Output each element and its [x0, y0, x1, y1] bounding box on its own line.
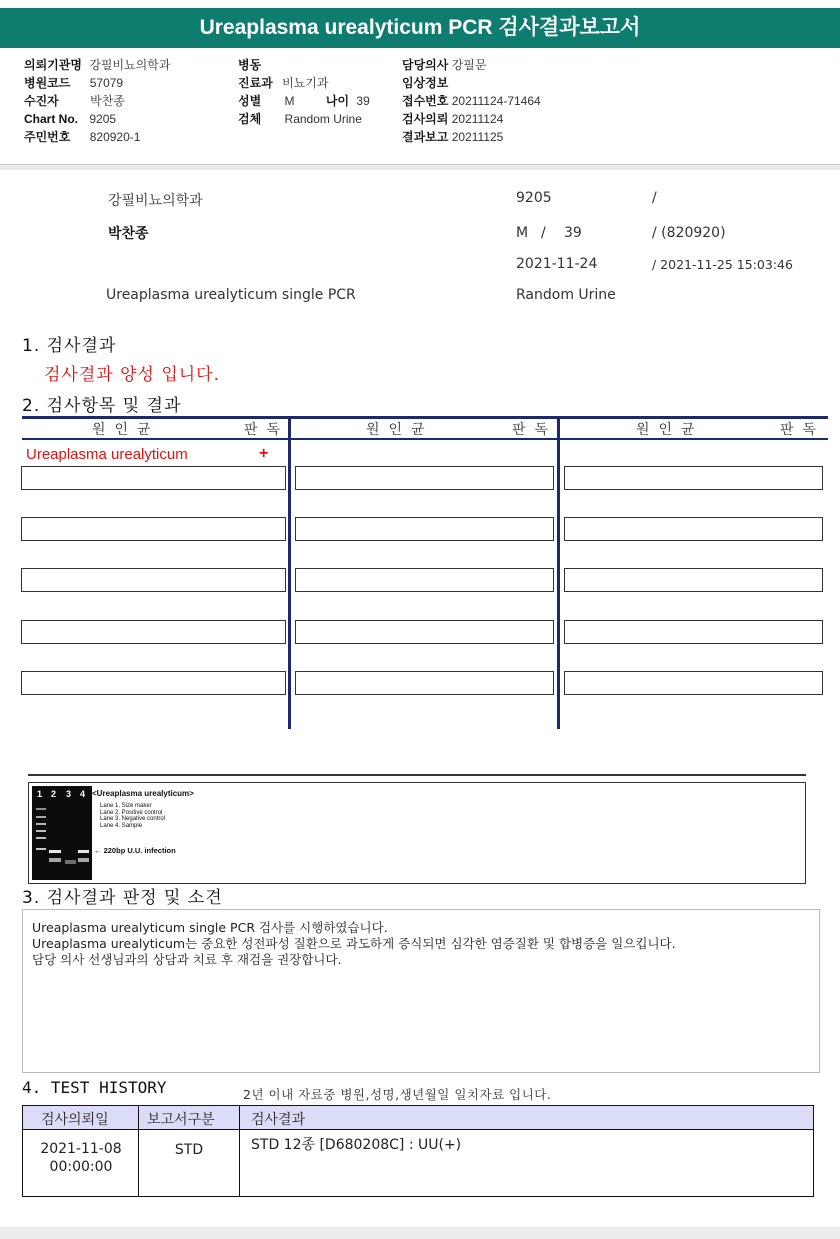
- header-field-ward: 병동: [238, 58, 262, 72]
- header-field-sex: 성별 M 나이 39: [238, 94, 370, 108]
- organism-name: Ureaplasma urealyticum: [26, 446, 188, 463]
- gel-legend-item: Lane 3. Negative control: [100, 816, 166, 822]
- section-4-title: 4. TEST HISTORY: [22, 1078, 167, 1097]
- col-header-organism-3: 원인균: [636, 422, 704, 438]
- info-chart-no: 9205: [516, 190, 552, 206]
- result-box: [295, 466, 554, 490]
- section-3-title: 3. 검사결과 판정 및 소견: [22, 888, 223, 908]
- result-box: [21, 568, 286, 592]
- history-row-date: 2021-11-08: [40, 1141, 122, 1157]
- header-field-doctor: 담당의사 강필문: [402, 58, 487, 72]
- history-header-result: 검사결과: [251, 1112, 306, 1128]
- header-field-department: 진료과 비뇨기과: [238, 76, 329, 90]
- history-row-result: STD 12종 [D680208C] : UU(+): [251, 1137, 462, 1153]
- result-box: [21, 517, 286, 541]
- col-header-judge-3: 판독: [780, 422, 826, 438]
- result-box: [564, 568, 823, 592]
- lane-number: 4: [80, 789, 86, 799]
- gel-electrophoresis-image: [32, 786, 92, 880]
- lane-number: 2: [51, 789, 57, 799]
- info-sex: M: [516, 225, 529, 241]
- gel-legend-item: Lane 2. Positive control: [100, 809, 163, 816]
- col-header-organism-2: 원인균: [366, 422, 434, 438]
- gel-title: <Ureaplasma urealyticum>: [92, 789, 194, 798]
- gel-separator-line: [28, 774, 806, 776]
- gel-band: [36, 816, 46, 818]
- report-title: Ureaplasma urealyticum PCR 검사결과보고서: [0, 8, 840, 48]
- info-rrn-short: / (820920): [652, 225, 726, 241]
- gel-band: [65, 860, 76, 864]
- gel-legend-item: Lane 1. Size maker: [100, 803, 152, 809]
- result-table-divider-1: [288, 418, 291, 729]
- history-table: [22, 1105, 814, 1197]
- info-patient-name: 박찬종: [108, 226, 149, 242]
- col-header-organism-1: 원인균: [92, 422, 160, 438]
- col-header-judge-2: 판독: [512, 422, 558, 438]
- gel-band: [36, 823, 46, 825]
- info-request-date: 2021-11-24: [516, 256, 598, 272]
- info-sex-age-separator: /: [541, 225, 546, 241]
- gel-band-label-text: 220bp U.U. infection: [103, 846, 176, 855]
- result-box: [564, 671, 823, 695]
- header-field-rrn: 주민번호 820920-1: [24, 130, 141, 144]
- result-summary: 검사결과 양성 입니다.: [44, 365, 221, 385]
- header-field-accession-no: 접수번호 20211124-71464: [402, 94, 541, 108]
- header-field-chart-no: Chart No. 9205: [24, 112, 117, 126]
- info-specimen: Random Urine: [516, 287, 616, 303]
- gel-band: [78, 858, 89, 862]
- opinion-line: Ureaplasma urealyticum는 중요한 성전파성 질환으로 과도하게 증식되면 심각한 염증질환 및 합병증을 일으킵니다.: [32, 936, 676, 951]
- header-separator: [0, 164, 840, 170]
- gel-band: [36, 837, 46, 839]
- gel-legend-item: Lane 4. Sample: [100, 822, 143, 829]
- info-age: 39: [564, 225, 582, 241]
- col-header-judge-1: 판독: [244, 422, 290, 438]
- header-field-request-date: 검사의뢰 20211124: [402, 112, 504, 126]
- result-box: [295, 671, 554, 695]
- header-field-specimen: 검체 Random Urine: [238, 112, 362, 126]
- gel-band: [49, 850, 61, 853]
- gel-band: [36, 848, 46, 850]
- history-header-date: 검사의뢰일: [41, 1112, 109, 1128]
- header-field-report-date: 결과보고 20211125: [402, 130, 504, 144]
- result-box: [295, 517, 554, 541]
- lane-number: 3: [66, 789, 72, 799]
- gel-legend: [100, 803, 165, 829]
- lane-number: 1: [37, 789, 43, 799]
- history-note: 2년 이내 자료중 병원,성명,생년월일 일치자료 입니다.: [243, 1087, 552, 1102]
- result-box: [21, 671, 286, 695]
- result-box: [564, 620, 823, 644]
- result-box: [21, 620, 286, 644]
- opinion-line: Ureaplasma urealyticum single PCR 검사를 시행하였습니다.: [32, 920, 388, 935]
- result-table-divider-2: [557, 418, 560, 729]
- opinion-line: 담당 의사 선생님과의 상담과 치료 후 재검을 권장합니다.: [32, 952, 342, 967]
- info-report-datetime: / 2021-11-25 15:03:46: [652, 257, 793, 272]
- header-field-patient: 수진자 박찬종: [24, 94, 125, 108]
- history-header-type: 보고서구분: [147, 1112, 215, 1128]
- section-1-title: 1. 검사결과: [22, 336, 117, 356]
- history-col-divider: [239, 1106, 240, 1196]
- result-box: [564, 466, 823, 490]
- header-field-institution: 의뢰기관명 강필비뇨의학과: [24, 58, 171, 72]
- header-col-2: [238, 56, 370, 128]
- gel-band: [49, 858, 61, 862]
- footer-bar: [0, 1227, 840, 1239]
- info-slash: /: [652, 190, 657, 206]
- gel-band: [36, 830, 46, 832]
- history-table-header: [23, 1106, 813, 1130]
- header-col-1: [24, 56, 170, 146]
- history-row-time: 00:00:00: [49, 1159, 113, 1175]
- arrow-left-icon: ←: [94, 846, 102, 855]
- result-box: [295, 568, 554, 592]
- result-box: [564, 517, 823, 541]
- header-field-clinical-info: 임상정보: [402, 76, 449, 90]
- section-2-title: 2. 검사항목 및 결과: [22, 396, 182, 416]
- gel-band: [78, 850, 89, 853]
- result-box: [21, 466, 286, 490]
- gel-band-label: [94, 846, 176, 855]
- result-box: [295, 620, 554, 644]
- gel-band: [36, 808, 46, 810]
- info-clinic: 강필비뇨의학과: [108, 193, 203, 209]
- history-row-type: STD: [174, 1142, 204, 1158]
- organism-result-mark: +: [259, 445, 269, 462]
- info-test-name: Ureaplasma urealyticum single PCR: [106, 287, 356, 303]
- header-col-3: [402, 56, 541, 146]
- header-field-hospital-code: 병원코드 57079: [24, 76, 124, 90]
